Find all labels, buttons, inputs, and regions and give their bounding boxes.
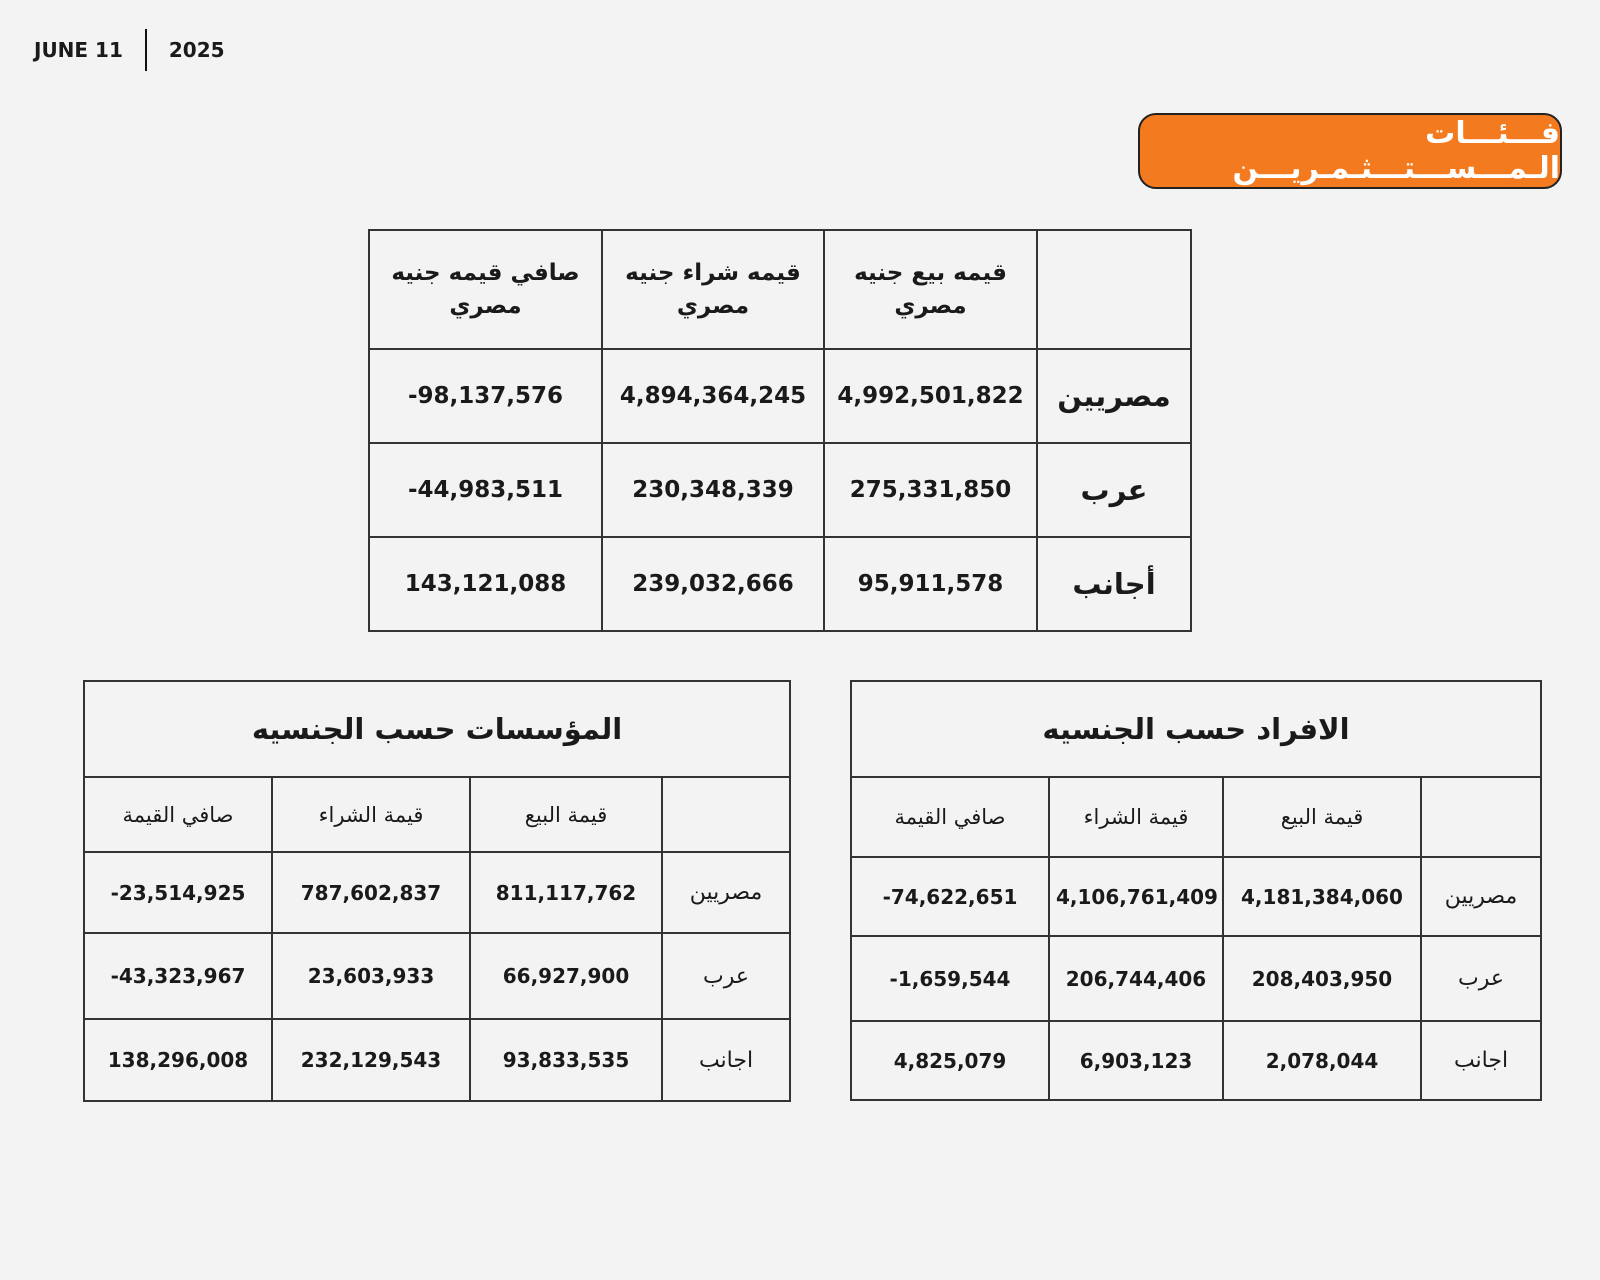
header-net: صافي القيمة: [851, 777, 1049, 857]
sell-cell: 811,117,762: [470, 852, 662, 933]
header-net: صافي قيمه جنيه مصري: [369, 230, 602, 349]
header-buy: قيمة الشراء: [1049, 777, 1223, 857]
sell-cell: 208,403,950: [1223, 936, 1421, 1021]
buy-cell: 206,744,406: [1049, 936, 1223, 1021]
date-year: 2025: [168, 38, 225, 62]
header-net: صافي القيمة: [84, 777, 272, 852]
header-buy: قيمة الشراء: [272, 777, 470, 852]
net-cell: -23,514,925: [84, 852, 272, 933]
table-header-row: [369, 230, 1191, 349]
table-row: [84, 852, 790, 933]
buy-cell: 4,894,364,245: [602, 349, 824, 443]
row-label: اجانب: [662, 1019, 790, 1101]
institutions-caption: المؤسسات حسب الجنسيه: [84, 681, 790, 777]
institutions-table: [83, 680, 791, 1102]
header-sell: قيمه بيع جنيه مصري: [824, 230, 1037, 349]
row-label: عرب: [662, 933, 790, 1019]
sell-cell: 4,992,501,822: [824, 349, 1037, 443]
sell-cell: 93,833,535: [470, 1019, 662, 1101]
net-cell: -98,137,576: [369, 349, 602, 443]
row-label: مصريين: [662, 852, 790, 933]
net-cell: 138,296,008: [84, 1019, 272, 1101]
investor-categories-table: [368, 229, 1192, 632]
page-title-badge: [1138, 113, 1562, 189]
table-row: [851, 857, 1541, 936]
date-month-day: JUNE 11: [34, 38, 123, 62]
header-empty: [1421, 777, 1541, 857]
row-label: أجانب: [1037, 537, 1191, 631]
header-empty: [1037, 230, 1191, 349]
table-header-row: [84, 777, 790, 852]
sell-cell: 4,181,384,060: [1223, 857, 1421, 936]
table-row: [851, 936, 1541, 1021]
net-cell: -74,622,651: [851, 857, 1049, 936]
buy-cell: 230,348,339: [602, 443, 824, 537]
buy-cell: 23,603,933: [272, 933, 470, 1019]
row-label: اجانب: [1421, 1021, 1541, 1100]
date-divider: [145, 29, 147, 71]
page-title: فـــئـــات الـمـــســـتـــثـمـريـــن: [1232, 116, 1560, 186]
table-row: [369, 443, 1191, 537]
table-row: [84, 1019, 790, 1101]
buy-cell: 787,602,837: [272, 852, 470, 933]
sell-cell: 95,911,578: [824, 537, 1037, 631]
date-header: [34, 30, 225, 70]
row-label: مصريين: [1421, 857, 1541, 936]
table-header-row: [851, 777, 1541, 857]
header-buy: قيمه شراء جنيه مصري: [602, 230, 824, 349]
buy-cell: 232,129,543: [272, 1019, 470, 1101]
sell-cell: 66,927,900: [470, 933, 662, 1019]
net-cell: 4,825,079: [851, 1021, 1049, 1100]
table-row: [851, 1021, 1541, 1100]
buy-cell: 6,903,123: [1049, 1021, 1223, 1100]
net-cell: -1,659,544: [851, 936, 1049, 1021]
table-row: [369, 537, 1191, 631]
net-cell: -44,983,511: [369, 443, 602, 537]
individuals-caption: الافراد حسب الجنسيه: [851, 681, 1541, 777]
row-label: مصريين: [1037, 349, 1191, 443]
row-label: عرب: [1421, 936, 1541, 1021]
table-row: [369, 349, 1191, 443]
header-sell: قيمة البيع: [470, 777, 662, 852]
buy-cell: 239,032,666: [602, 537, 824, 631]
individuals-table: [850, 680, 1542, 1101]
header-empty: [662, 777, 790, 852]
net-cell: 143,121,088: [369, 537, 602, 631]
buy-cell: 4,106,761,409: [1049, 857, 1223, 936]
sell-cell: 2,078,044: [1223, 1021, 1421, 1100]
table-row: [84, 933, 790, 1019]
net-cell: -43,323,967: [84, 933, 272, 1019]
sell-cell: 275,331,850: [824, 443, 1037, 537]
row-label: عرب: [1037, 443, 1191, 537]
header-sell: قيمة البيع: [1223, 777, 1421, 857]
